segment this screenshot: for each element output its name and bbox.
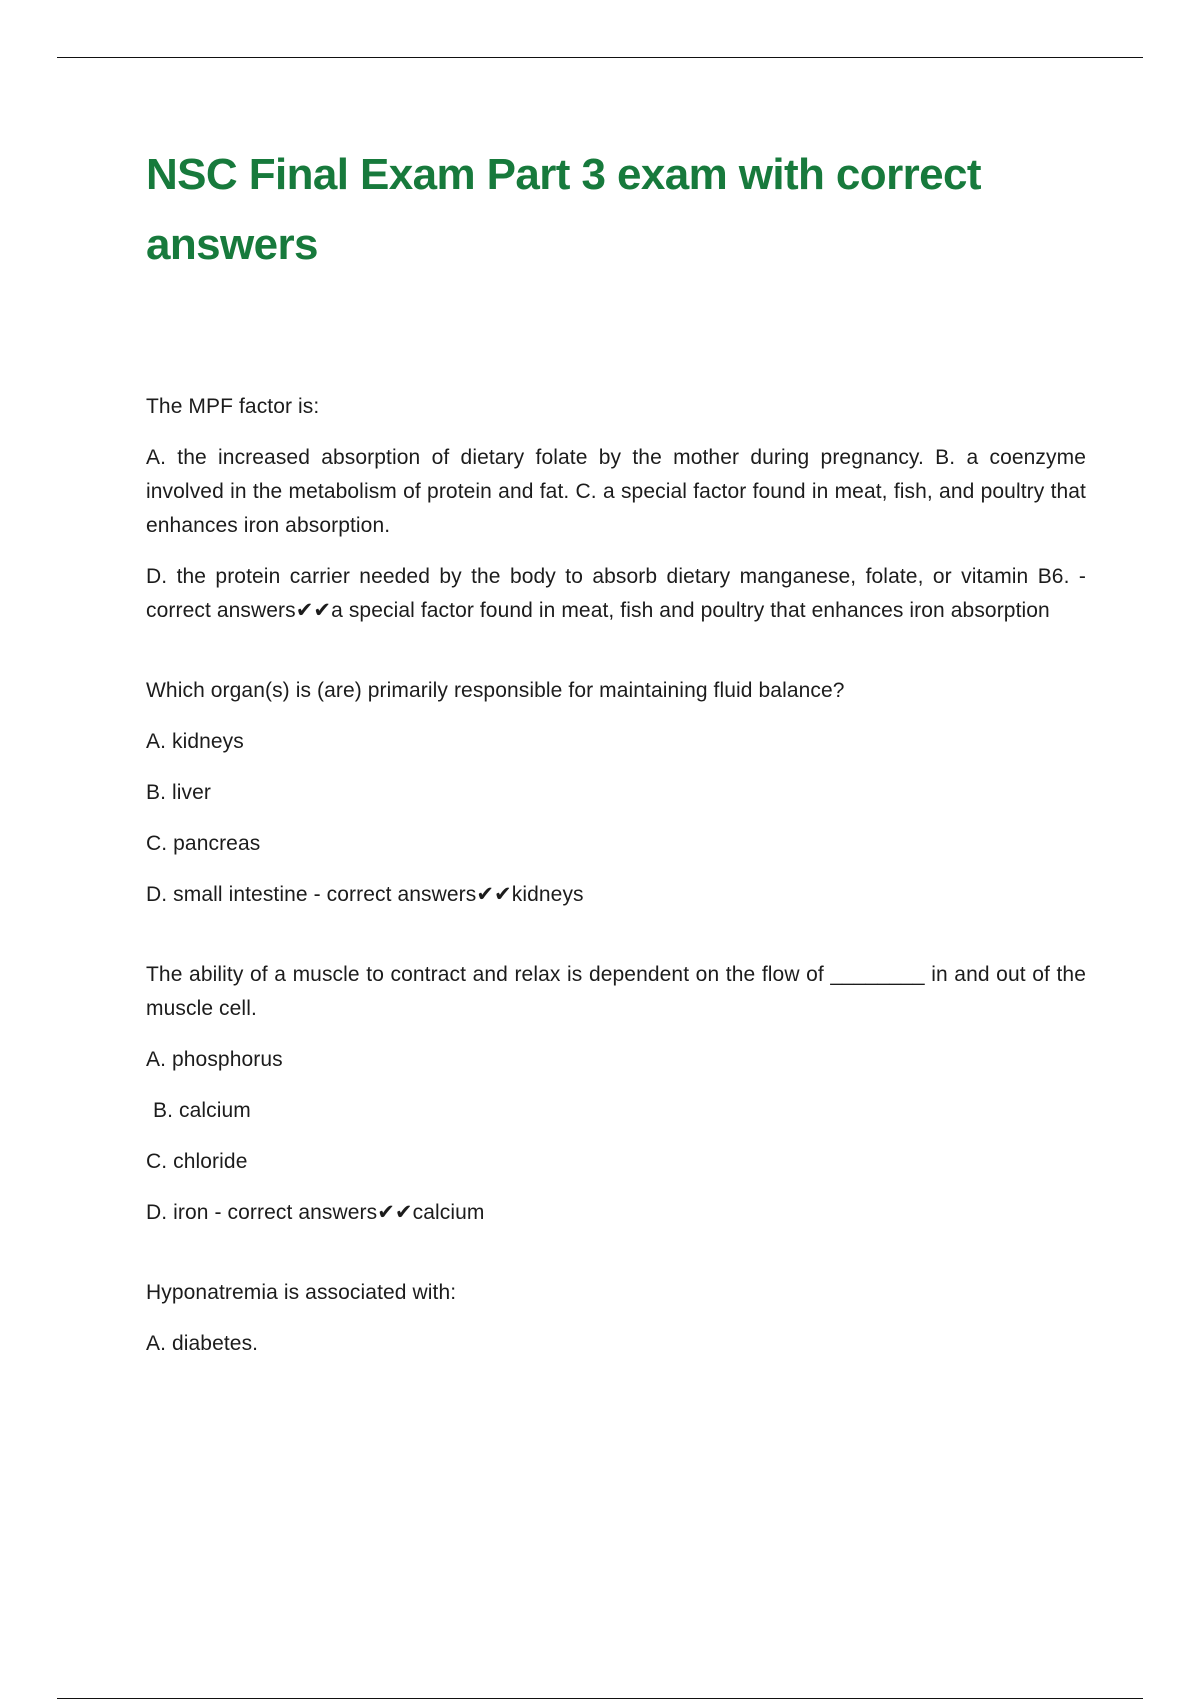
document-body [146,140,1086,1407]
question-stem: Which organ(s) is (are) primarily responsible for maintaining fluid balance? [146,679,845,702]
question-2 [146,674,1086,912]
question-3 [146,958,1086,1230]
option-c: C. chloride [146,1150,248,1173]
option-a: A. phosphorus [146,1048,283,1071]
question-answer: D. the protein carrier needed by the body to absorb dietary manganese, folate, or vitamin B6. - correct answers✔✔a special factor found in meat, fish and poultry that enhances iron absorption [146,565,1086,622]
option-a: A. kidneys [146,730,244,753]
question-4 [146,1276,1086,1361]
question-list [146,390,1086,1361]
question-answer: D. small intestine - correct answers✔✔kidneys [146,883,584,906]
bottom-rule [57,1698,1143,1699]
document-title: NSC Final Exam Part 3 exam with correct answers [146,150,981,269]
question-stem: Hyponatremia is associated with: [146,1281,457,1304]
question-1 [146,390,1086,628]
option-c: C. pancreas [146,832,261,855]
question-options: A. the increased absorption of dietary folate by the mother during pregnancy. B. a coenzyme involved in the metabolism of protein and fat. C. a special factor found in meat, fish, and poultry that enhances iron absorption. [146,446,1086,537]
option-b: B. calcium [153,1099,251,1122]
question-stem: The ability of a muscle to contract and relax is dependent on the flow of ________ in and out of the muscle cell. [146,963,1086,1020]
top-rule [57,57,1143,58]
option-a: A. diabetes. [146,1332,259,1355]
option-b: B. liver [146,781,211,804]
question-answer: D. iron - correct answers✔✔calcium [146,1201,485,1224]
question-stem: The MPF factor is: [146,395,320,418]
